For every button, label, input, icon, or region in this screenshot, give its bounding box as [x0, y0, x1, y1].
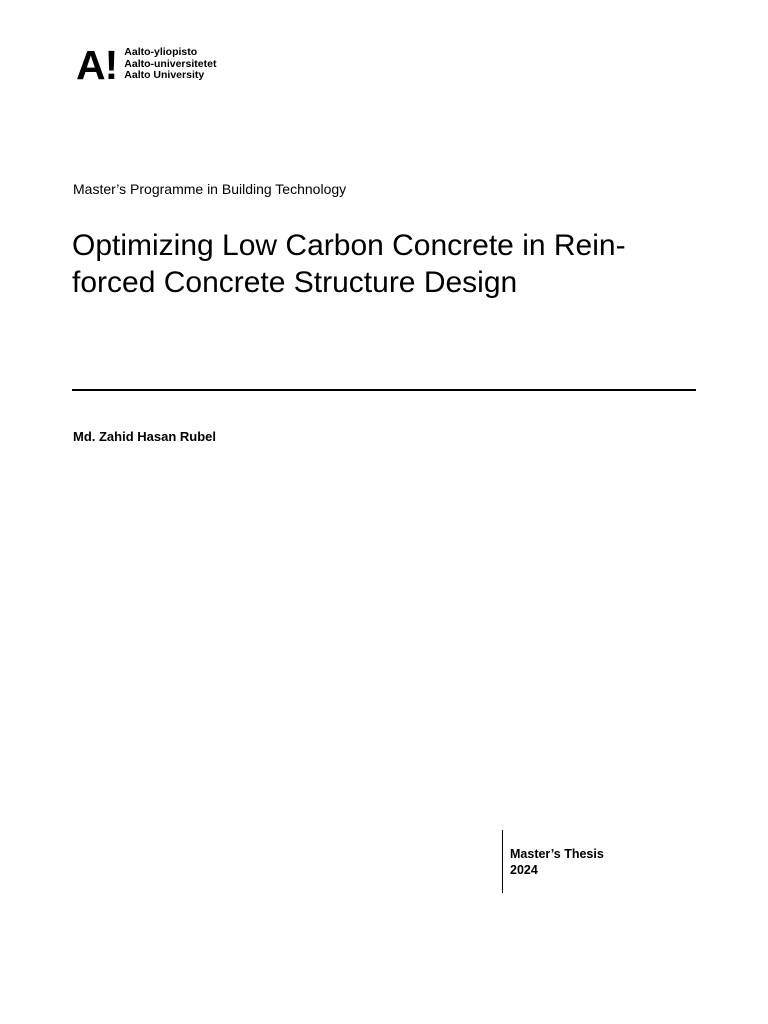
thesis-year: 2024	[510, 862, 538, 877]
programme-name: Master’s Programme in Building Technology	[73, 181, 347, 197]
logo-mark: A!	[76, 42, 118, 88]
aalto-logo	[76, 42, 217, 88]
title-line-1: Optimizing Low Carbon Concrete in Rein-	[72, 229, 626, 262]
logo-university-names	[124, 47, 216, 82]
logo-name-finnish: Aalto-yliopisto	[124, 46, 198, 58]
logo-name-english: Aalto University	[124, 69, 205, 82]
logo-name-swedish: Aalto-universitetet	[124, 57, 217, 70]
thesis-info-divider	[502, 830, 503, 893]
thesis-type: Master’s Thesis	[510, 847, 604, 861]
author-name: Md. Zahid Hasan Rubel	[73, 429, 217, 444]
title-divider	[72, 389, 696, 391]
thesis-info	[510, 847, 604, 878]
thesis-title	[72, 227, 702, 301]
title-line-2: forced Concrete Structure Design	[72, 266, 518, 299]
